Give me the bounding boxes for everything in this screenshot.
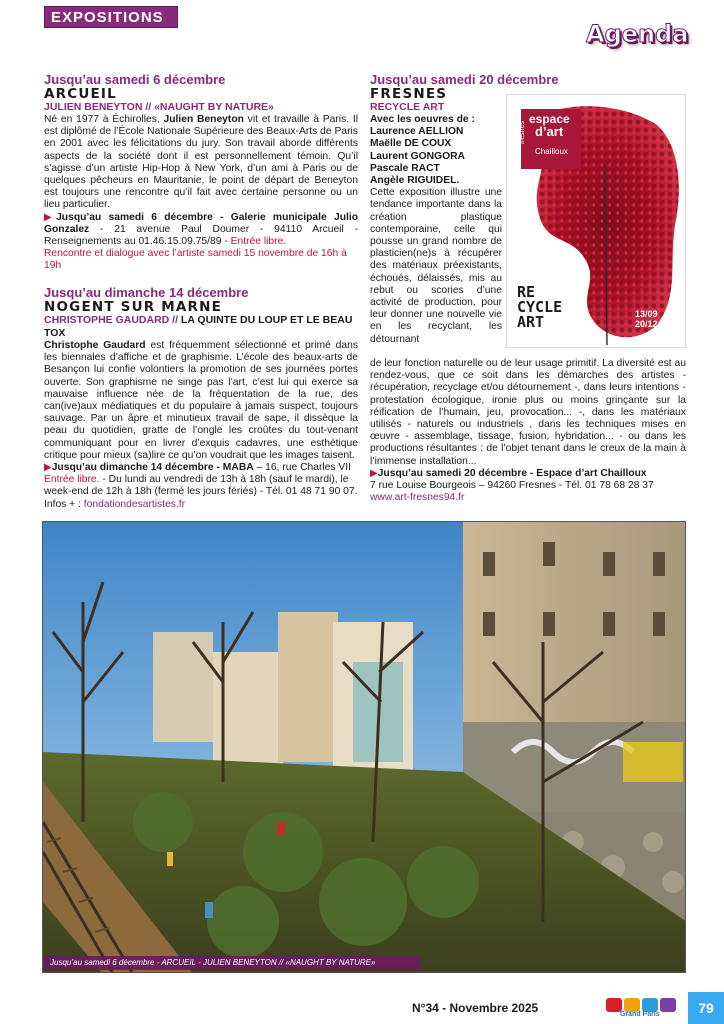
fresnes-artist-5: Angèle RIGUIDEL. bbox=[370, 175, 460, 187]
arcueil-date: Jusqu’au samedi 6 décembre bbox=[44, 72, 226, 87]
nogent-city: NOGENT SUR MARNE bbox=[44, 299, 223, 315]
arcueil-rencontre: Rencontre et dialogue avec l’artiste samedi 15 novembre de 16h à 19h bbox=[44, 248, 347, 272]
poster-brand-line1: espace bbox=[529, 112, 570, 126]
nogent-artist: CHRISTOPHE GAUDARD // LA QUINTE DU LOUP ET LE BEAU TOX bbox=[44, 314, 353, 339]
nogent-date: Jusqu’au dimanche 14 décembre bbox=[44, 285, 249, 300]
poster-brand-line2: d’art bbox=[535, 124, 564, 139]
fresnes-article-continued bbox=[370, 358, 686, 504]
arrow-right-icon: ▶ bbox=[370, 467, 378, 479]
fresnes-artist-2: Maëlle DE COUX bbox=[370, 138, 452, 150]
recycle-art-poster bbox=[506, 94, 686, 348]
poster-title-line3: ART bbox=[517, 313, 545, 331]
poster-dates-line1: 13/09 bbox=[635, 309, 658, 319]
nogent-article bbox=[44, 285, 358, 511]
arrow-right-icon: ▶ bbox=[44, 211, 57, 223]
poster-title-line2: CYCLE bbox=[517, 298, 563, 316]
fresnes-info: ▶Jusqu’au samedi 20 décembre - Espace d’art Chailloux 7 rue Louise Bourgeois – 94260 Fresnes - Tél. 01 78 68 28 37 bbox=[370, 467, 654, 492]
arrow-right-icon: ▶ bbox=[44, 462, 52, 474]
nogent-link[interactable]: fondationdesartistes.fr bbox=[83, 498, 186, 510]
fresnes-artist-1: Laurence AELLION bbox=[370, 126, 464, 138]
poster-brand-side: fresnes bbox=[518, 121, 526, 144]
fresnes-description-wide: de leur fonction naturelle ou de leur usage primitif. La diversité est au rendez-vous, que ce soit dans les démarches des artistes - récupération, recyclage et/ou détournement -, dans leurs intentions - protestation écologique, ironie plus ou moins grinçante sur la réification de l’humain, jeu, provocation... -, dans les matériaux utilisés - naturels ou industriels , dans les techniques mises en œuvre - assemblage, tissage, fusion, hybridation... - ou dans les productions résultantes : de l’objet tenant dans le creux de la main à l’immense installation... bbox=[370, 358, 686, 467]
fresnes-subtitle: RECYCLE ART bbox=[370, 101, 445, 113]
fresnes-with-label: Avec les oeuvres de : bbox=[370, 114, 475, 125]
poster-title-line1: RE bbox=[517, 283, 536, 301]
arcueil-article bbox=[44, 72, 358, 273]
issue-label: N°34 - Novembre 2025 bbox=[412, 1001, 539, 1015]
nogent-description: Christophe Gaudard est fréquemment sélectionné et primé dans les biennales d’affiche et de graphisme. L’école des beaux-arts de Besançon lui confie volontiers la promotion de ses journées portes ouverte. Son graphisme ne singe pas l’art, c’est lui qui exerce sa mauvaise influence née de la fréquentation de la rue, des can(ive)aux médiatiques et du populaire à jamais suspect, toujours sauvage. Par un âpre et minutieux travail de sape, il dissèque la peau du quotidien, gratte de l’ongle les croûtes du tout-venant communiquant pour en livrer d’exquis cadavres, une esthétique critique pour mieux (sa)lire ce qu’on voudrait que les images taisent. bbox=[44, 340, 359, 461]
section-tag: EXPOSITIONS bbox=[44, 6, 178, 28]
artwork-painting bbox=[43, 522, 686, 973]
fresnes-city: FRESNES bbox=[370, 86, 448, 102]
nogent-info: ▶Jusqu’au dimanche 14 décembre - MABA – 16, rue Charles VII Entrée libre. - Du lundi au vendredi de 13h à 18h (sauf le mardi), le week-end de 12h à 18h (fermé les jours fériés) - Tél. 01 48 71 90 07. bbox=[44, 462, 358, 498]
fresnes-date: Jusqu’au samedi 20 décembre bbox=[370, 72, 559, 87]
fresnes-artist-3: Laurent GONGORA bbox=[370, 150, 465, 162]
poster-dates-line2: 20/12 bbox=[635, 319, 658, 329]
arcueil-description: Né en 1977 à Échirolles, Julien Beneyton vit et travaille à Paris. Il est diplômé de l’École Nationale Supérieure des Beaux-Arts de Paris en 2001 avec les félicitations du jury. Son travail aborde différents aspects de la société dont il est personnellement témoin. Qu’il s’agisse d’un artiste Hip-Hop à New York, d’un ami à Paris ou de quelques pêcheurs en Mauritanie, le point de départ de Beneyton est toujours une rencontre qu’il fait avec certaine personne ou un lieu particulier. bbox=[44, 114, 358, 211]
arcueil-city: ARCUEIL bbox=[44, 86, 117, 102]
beneyton-artwork bbox=[42, 521, 686, 973]
agenda-logo: Agenda bbox=[586, 20, 689, 48]
poster-dates bbox=[635, 309, 658, 329]
poster-brand-place: Chailloux bbox=[535, 147, 568, 156]
magazine-logo bbox=[606, 996, 682, 1020]
fresnes-artist-4: Pascale RACT bbox=[370, 162, 440, 174]
fresnes-description-narrow: Cette exposition illustre une tendance importante dans la création plastique contemporaine, celle qui pousse un grand nombre de plasticien(ne)s à récupérer des matériaux préexistants, échoués, délaissés, mis au rebut ou scories d’une activité de production, pour leur donner une nouvelle vie en les recyclant, les détournant bbox=[370, 187, 502, 345]
magazine-logo-text: Grand Paris bbox=[620, 1011, 660, 1018]
nogent-infos: Infos + : fondationdesartistes.fr bbox=[44, 498, 186, 510]
artwork-caption: Jusqu’au samedi 6 décembre - ARCUEIL - JULIEN BENEYTON // «NAUGHT BY NATURE» bbox=[44, 956, 420, 970]
arcueil-info: ▶Jusqu’au samedi 6 décembre - Galerie municipale Julio Gonzalez - 21 avenue Paul Doumer - 94110 Arcueil - Renseignements au 01.46.15.09.75/89 - Entrée libre. bbox=[44, 211, 358, 248]
fresnes-link[interactable]: www.art-fresnes94.fr bbox=[370, 492, 465, 504]
poster-title bbox=[517, 285, 562, 330]
page-number: 79 bbox=[688, 992, 724, 1024]
arcueil-artist: JULIEN BENEYTON // «NAUGHT BY NATURE» bbox=[44, 101, 274, 113]
